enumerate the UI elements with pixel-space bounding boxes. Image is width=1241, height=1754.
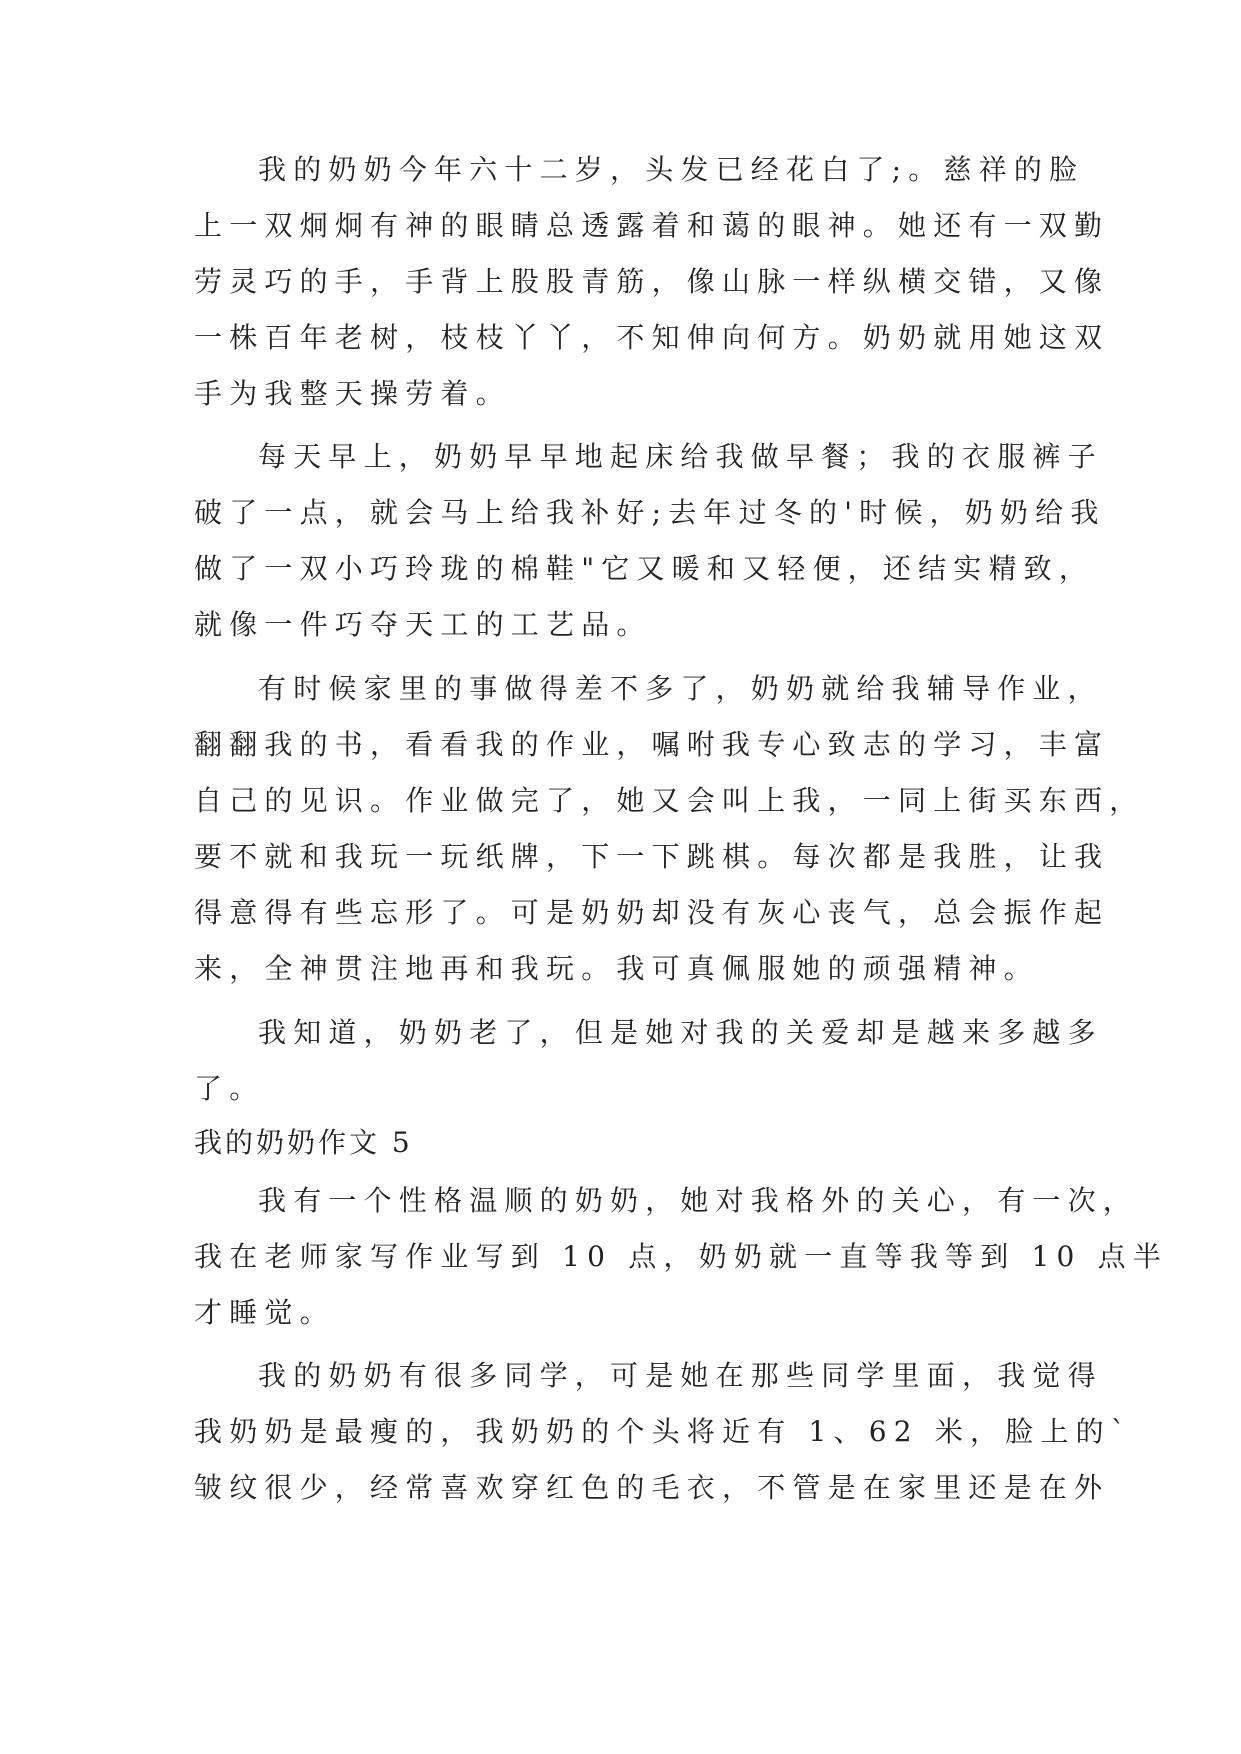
text-line: 翻翻我的书，看看我的作业，嘱咐我专心致志的学习，丰富 (194, 728, 1110, 761)
text-line: 我奶奶是最瘦的，我奶奶的个头将近有 1、62 米，脸上的` (194, 1415, 1133, 1448)
text-line: 才睡觉。 (194, 1296, 335, 1329)
text-line: 我在老师家写作业写到 10 点，奶奶就一直等我等到 10 点半 (194, 1240, 1169, 1273)
text-line: 要不就和我玩一玩纸牌，下一下跳棋。每次都是我胜，让我 (194, 840, 1110, 873)
text-line: 上一双炯炯有神的眼睛总透露着和蔼的眼神。她还有一双勤 (194, 209, 1110, 242)
text-line: 皱纹很少，经常喜欢穿红色的毛衣，不管是在家里还是在外 (194, 1471, 1110, 1504)
text-line: 破了一点，就会马上给我补好;去年过冬的'时候，奶奶给我 (194, 496, 1106, 529)
text-line: 来，全神贯注地再和我玩。我可真佩服她的顽强精神。 (194, 952, 1039, 985)
text-line: 有时候家里的事做得差不多了，奶奶就给我辅导作业， (258, 672, 1103, 705)
text-line: 自己的见识。作业做完了，她又会叫上我，一同上街买东西， (194, 784, 1145, 817)
text-line: 我的奶奶今年六十二岁，头发已经花白了;。慈祥的脸 (258, 153, 1085, 186)
text-line: 我有一个性格温顺的奶奶，她对我格外的关心，有一次， (258, 1184, 1139, 1217)
text-line: 得意得有些忘形了。可是奶奶却没有灰心丧气，总会振作起 (194, 896, 1110, 929)
text-line: 我的奶奶有很多同学，可是她在那些同学里面，我觉得 (258, 1359, 1103, 1392)
text-line: 我知道，奶奶老了，但是她对我的关爱却是越来多越多 (258, 1016, 1103, 1049)
text-line: 手为我整天操劳着。 (194, 377, 511, 410)
text-line: 做了一双小巧玲珑的棉鞋"它又暖和又轻便，还结实精致， (194, 552, 1095, 585)
section-heading: 我的奶奶作文 5 (194, 1126, 413, 1159)
text-line: 就像一件巧夺天工的工艺品。 (194, 608, 652, 641)
text-line: 劳灵巧的手，手背上股股青筋，像山脉一样纵横交错，又像 (194, 265, 1110, 298)
text-line: 了。 (194, 1072, 265, 1105)
text-line: 一株百年老树，枝枝丫丫，不知伸向何方。奶奶就用她这双 (194, 321, 1110, 354)
text-line: 每天早上，奶奶早早地起床给我做早餐；我的衣服裤子 (258, 440, 1103, 473)
